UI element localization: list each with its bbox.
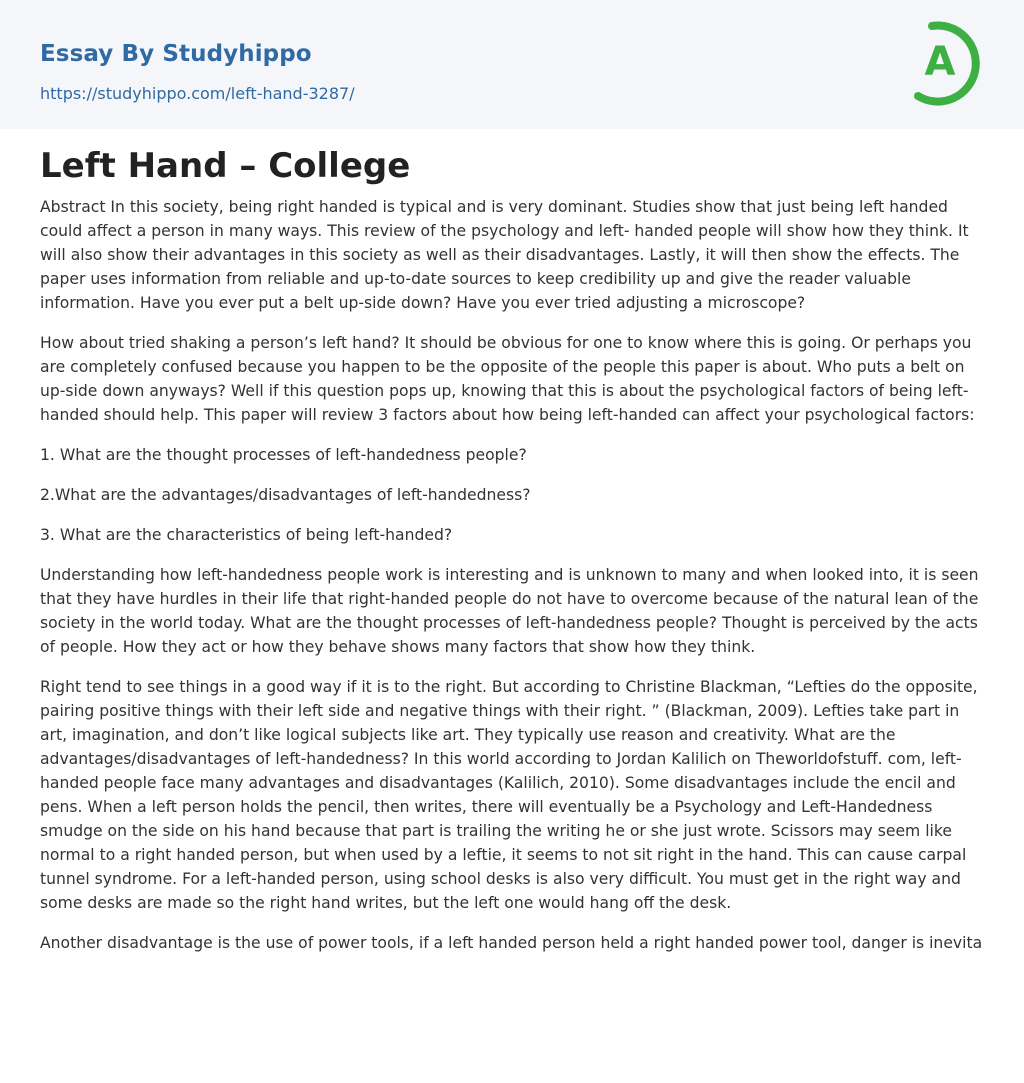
brand-name[interactable]: Essay By Studyhippo [40,41,312,67]
logo-letter: A [924,39,956,85]
essay-title: Left Hand – College [40,146,411,186]
paragraph: Abstract In this society, being right handed is typical and is very dominant. Studies show that just being left handed could affect a person in many ways. This review of the psychology and left- handed people will show how they think. It will also show their advantages in this society as well as their disadvantages. Lastly, it will then show the effects. The paper uses information from reliable and up-to-date sources to keep credibility up and give the reader valuable information. Have you ever put a belt up-side down? Have you ever tried adjusting a microscope? [40,198,969,312]
site-header [0,0,1024,129]
essay-body [40,195,988,971]
paragraph: How about tried shaking a person’s left hand? It should be obvious for one to know where this is going. Or perhaps you are completely confused because you happen to be the opposite of the people this paper is about. Who puts a belt on up-side down anyways? Well if this question pops up, knowing that this is about the psychological factors of being left-handed should help. This paper will review 3 factors about how being left-handed can affect your psychological factors: [40,334,975,424]
paragraph: 1. What are the thought processes of left-handedness people? [40,446,527,464]
studyhippo-logo-icon[interactable] [908,18,988,106]
paragraph: Understanding how left-handedness people work is interesting and is unknown to many and when looked into, it is seen that they have hurdles in their life that right-handed people do not have to overcome because of the natural lean of the society in the world today. What are the thought processes of left-handedness people? Thought is perceived by the acts of people. How they act or how they behave shows many factors that show how they think. [40,566,979,656]
paragraph: 3. What are the characteristics of being left-handed? [40,526,453,544]
paragraph: Right tend to see things in a good way if it is to the right. But according to Christine Blackman, “Lefties do the opposite, pairing positive things with their left side and negative things with their right. ” (Blackman, 2009). Lefties take part in art, imagination, and don’t like logical subjects like art. They typically use reason and creativity. What are the advantages/disadvantages of left-handedness? In this world according to Jordan Kalilich on Theworldofstuff. com, left-handed people face many advantages and disadvantages (Kalilich, 2010). Some disadvantages include the encil and pens. When a left person holds the pencil, then writes, there will eventually be a Psychology and Left-Handedness smudge on the side on his hand because that part is trailing the writing he or she just wrote. Scissors may seem like normal to a right handed person, but when used by a leftie, it seems to not sit right in the hand. This can cause carpal tunnel syndrome. For a left-handed person, using school desks is also very difficult. You must get in the right way and some desks are made so the right hand writes, but the left one would hang off the desk. [40,678,978,912]
paragraph: 2.What are the advantages/disadvantages of left-handedness? [40,486,531,504]
essay-url-link[interactable]: https://studyhippo.com/left-hand-3287/ [40,84,355,103]
paragraph: Another disadvantage is the use of power tools, if a left handed person held a right handed power tool, danger is inevita [40,934,983,952]
